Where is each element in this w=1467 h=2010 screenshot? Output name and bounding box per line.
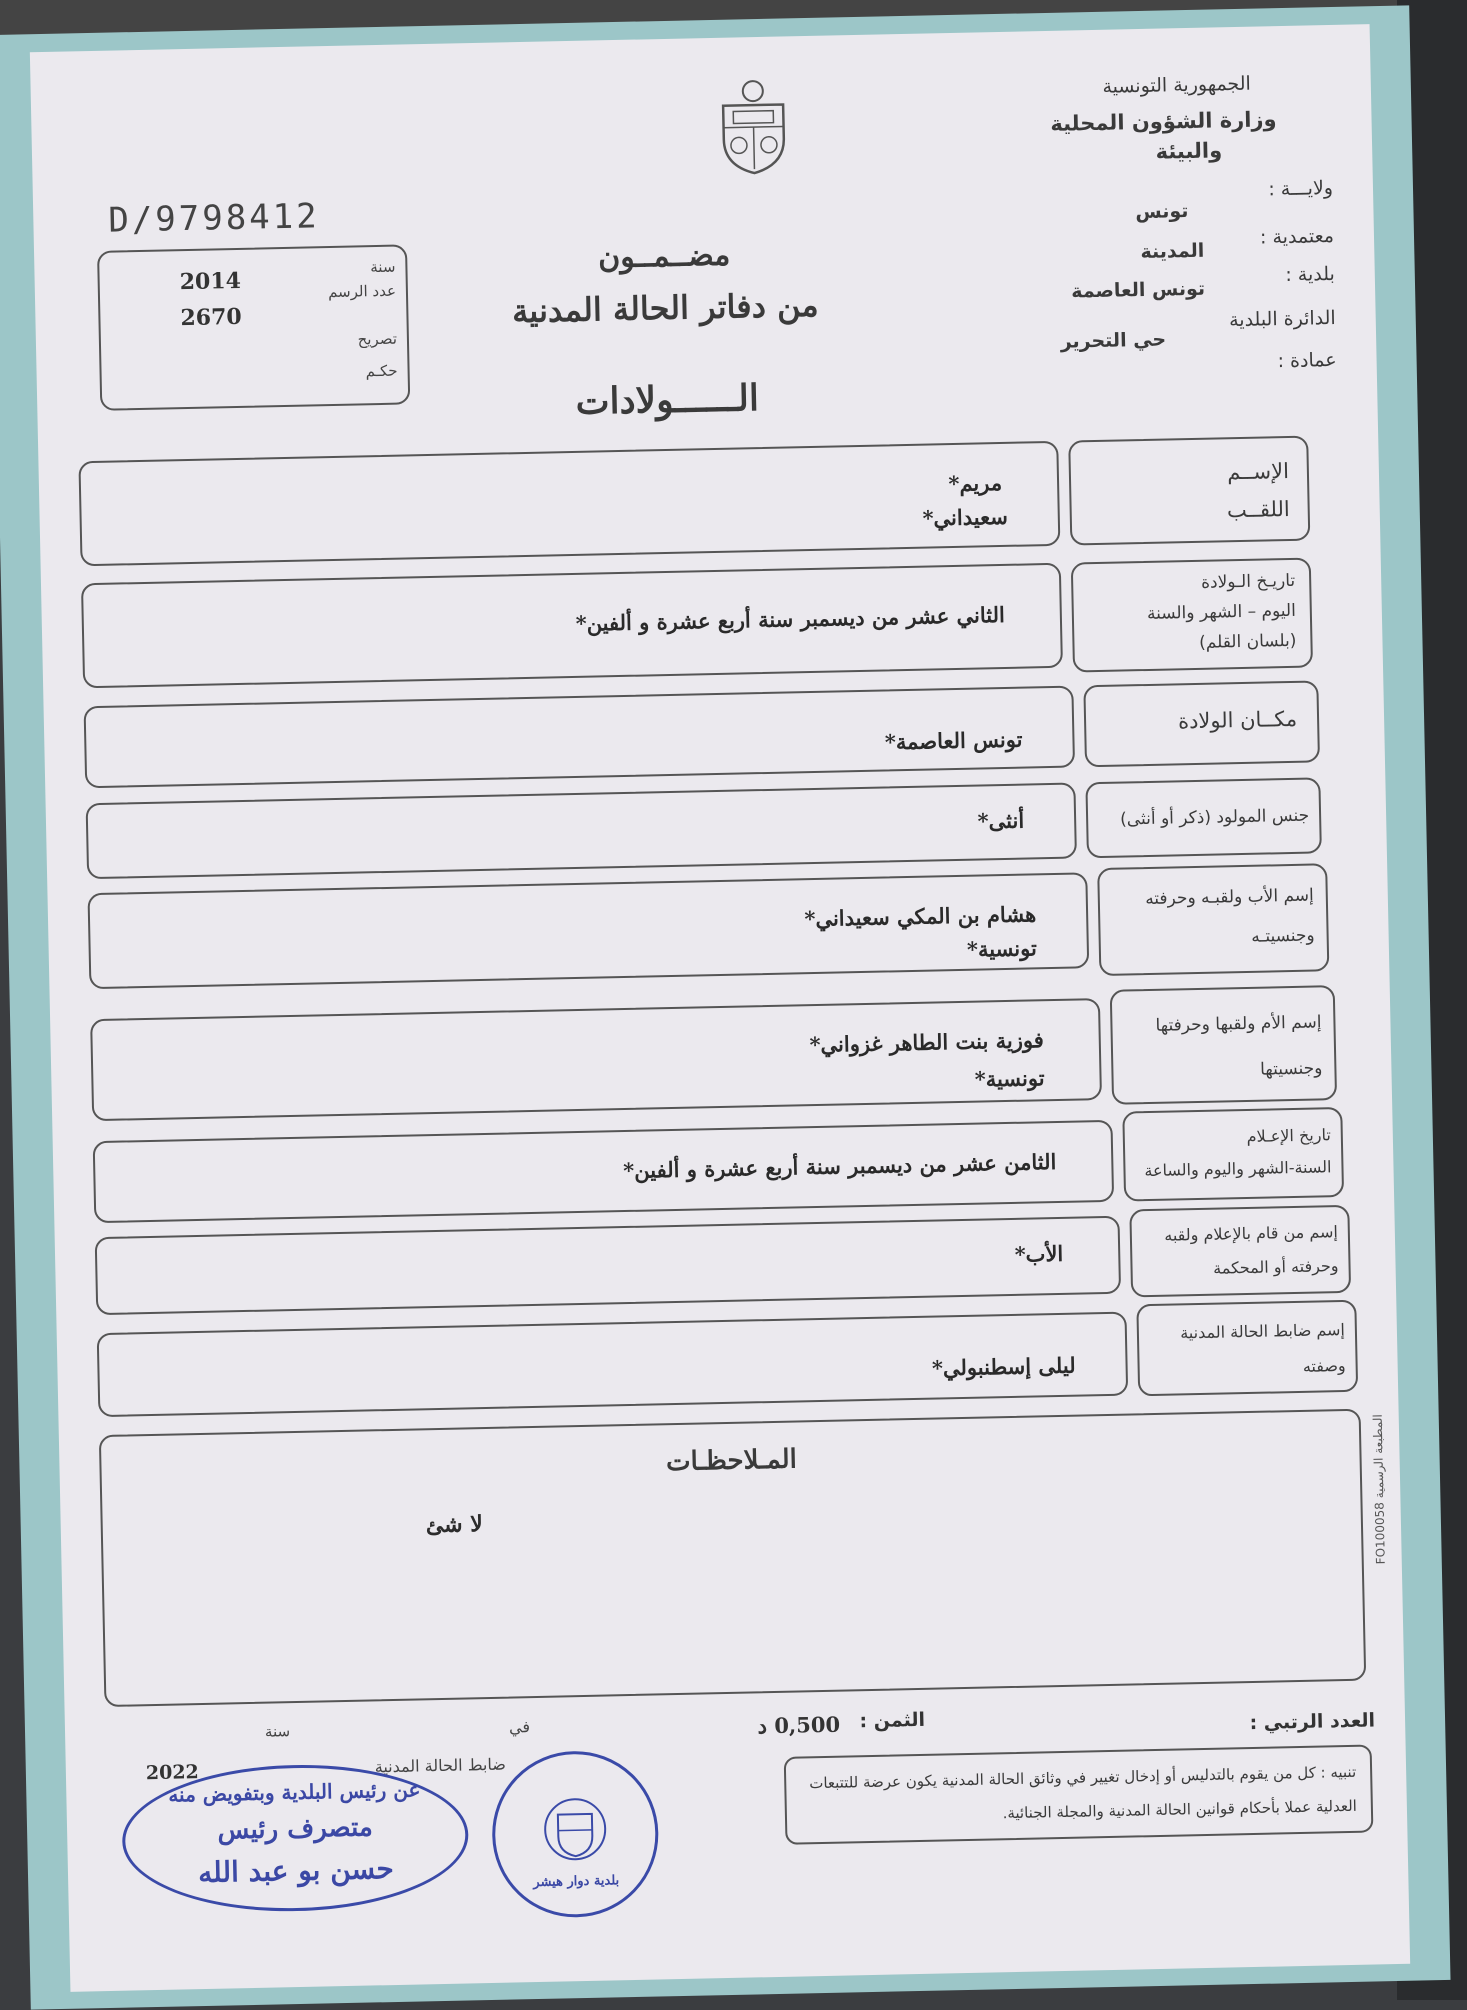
- stamp-line2: متصرف رئيس: [217, 1812, 374, 1846]
- serial-number: D/9798412: [107, 196, 320, 241]
- field-value-omda: حي التحرير: [1060, 328, 1167, 353]
- signature-stamp: [121, 1761, 470, 1914]
- title-line2: من دفاتر الحالة المدنية: [511, 285, 819, 331]
- declarant-value: الأب*: [1014, 1240, 1064, 1267]
- field-value-municipality: تونس العاصمة: [1071, 277, 1206, 303]
- label-declarant: إسم من قام بالإعلام ولقبه وحرفته أو المحكمة: [1164, 1222, 1339, 1278]
- municipality-seal: [491, 1749, 660, 1918]
- remarks-box: [99, 1409, 1366, 1707]
- ministry-line1: وزارة الشؤون المحلية: [1050, 107, 1277, 136]
- label-box-name: [1068, 436, 1310, 546]
- birth-certificate: [30, 24, 1410, 1992]
- label-box-mother: [1110, 985, 1337, 1105]
- order-number-label: العدد الرتبي :: [1249, 1709, 1376, 1735]
- title-line1: مضــمــون: [597, 237, 731, 276]
- field-label-district: الدائرة البلدية: [1228, 306, 1336, 332]
- label-sex: جنس المولود (ذكر أو أنثى): [1119, 805, 1310, 830]
- label-birth-place: مكــان الولادة: [1177, 706, 1298, 734]
- reg-year-value: 2014: [179, 267, 242, 296]
- birth-date-value: الثاني عشر من ديسمبر سنة أربع عشرة و ألفين*: [575, 601, 1006, 636]
- reg-label-judgment: حكـم: [365, 361, 398, 381]
- reg-number-value: 2670: [180, 303, 242, 332]
- mother-name-value: فوزية بنت الطاهر غزواني*: [809, 1027, 1045, 1058]
- label-declaration-date: تاريخ الإعـلام السنة-الشهر واليوم والساعة: [1144, 1125, 1332, 1181]
- ministry-line2: والبيئة: [1155, 138, 1223, 164]
- year-label: سنة: [264, 1722, 291, 1741]
- officer-signature-label: ضابط الحالة المدنية: [374, 1754, 506, 1777]
- value-box-birth-place: [84, 686, 1076, 789]
- seal-emblem-icon: [539, 1793, 610, 1864]
- birth-place-value: تونس العاصمة*: [884, 726, 1023, 755]
- last-name-value: سعيداني*: [922, 503, 1009, 531]
- label-name: الإســم اللقــب: [1226, 458, 1290, 523]
- first-name-value: مريم*: [948, 469, 1003, 497]
- value-box-birth-date: [81, 563, 1063, 689]
- label-box-sex: [1085, 777, 1322, 858]
- value-box-declaration-date: [93, 1120, 1114, 1223]
- field-label-wilaya: ولايـــة :: [1268, 176, 1334, 201]
- value-box-declarant: [95, 1216, 1121, 1315]
- label-box-officer: [1136, 1300, 1358, 1397]
- father-name-value: هشام بن المكي سعيداني*: [804, 901, 1037, 932]
- sex-value: أنثى*: [977, 807, 1025, 834]
- value-box-father: [87, 872, 1089, 989]
- value-box-sex: [86, 783, 1077, 880]
- field-value-delegation: المدينة: [1140, 239, 1205, 264]
- label-officer: إسم ضابط الحالة المدنية وصفته: [1180, 1319, 1346, 1376]
- price-value: 0,500 د: [757, 1711, 841, 1739]
- value-box-officer: [97, 1312, 1129, 1418]
- label-box-father: [1097, 863, 1329, 976]
- father-nationality-value: تونسية*: [966, 935, 1038, 962]
- officer-value: ليلى إسطنبولي*: [931, 1352, 1076, 1381]
- label-mother: إسم الأم ولقبها وحرفتها وجنسيتها: [1155, 1012, 1323, 1080]
- field-value-wilaya: تونس: [1135, 200, 1189, 224]
- tunisia-emblem-icon: [703, 76, 805, 178]
- label-box-birth-date: [1071, 558, 1313, 673]
- price-label: الثمن :: [859, 1708, 926, 1733]
- registration-box: [97, 244, 410, 410]
- section-title: الــــــولادات: [575, 377, 760, 423]
- field-label-delegation: معتمدية :: [1259, 224, 1335, 249]
- reg-label-year: سنة: [370, 257, 396, 277]
- document-sheet: [0, 5, 1451, 2009]
- remarks-title: المـلاحظـات: [665, 1444, 798, 1478]
- label-box-birth-place: [1083, 680, 1320, 767]
- notice-box: [784, 1745, 1374, 1845]
- stamp-line3: حسن بو عبد الله: [197, 1852, 395, 1890]
- republic-label: الجمهورية التونسية: [1102, 72, 1251, 98]
- remarks-value: لا شئ: [425, 1511, 484, 1539]
- mother-nationality-value: تونسية*: [974, 1065, 1045, 1092]
- notice-text: تنبيه : كل من يقوم بالتدليس أو إدخال تغيير في وثائق الحالة المدنية يكون عرضة للتتبعات العدلية عملا بأحكام قوانين الحالة المدنية والمجلة الجنائية.: [809, 1762, 1358, 1823]
- field-label-omda: عمادة :: [1277, 348, 1337, 373]
- label-box-declarant: [1129, 1205, 1351, 1298]
- reg-label-declaration: تصريح: [357, 329, 398, 349]
- stamp-line1: عن رئيس البلدية وبتفويض منه: [168, 1777, 421, 1807]
- label-birth-date: تاريـخ الـولادة اليوم – الشهر والسنة (بلسان القلم): [1146, 570, 1297, 653]
- year-value: 2022: [145, 1761, 200, 1785]
- value-box-mother: [90, 998, 1102, 1121]
- in-label: في: [508, 1717, 531, 1737]
- field-label-municipality: بلدية :: [1285, 262, 1336, 286]
- label-box-declaration-date: [1122, 1107, 1344, 1202]
- label-father: إسم الأب ولقبـه وحرفته وجنسيتـه: [1145, 885, 1315, 947]
- reg-label-number: عدد الرسم: [327, 281, 397, 302]
- value-box-name: [78, 441, 1060, 567]
- declaration-date-value: الثامن عشر من ديسمبر سنة أربع عشرة و ألفين*: [623, 1148, 1057, 1184]
- seal-text: بلدية دوار هيشر: [533, 1873, 620, 1891]
- printer-mark: المطبعة الرسمية FO100058: [1370, 1414, 1388, 1565]
